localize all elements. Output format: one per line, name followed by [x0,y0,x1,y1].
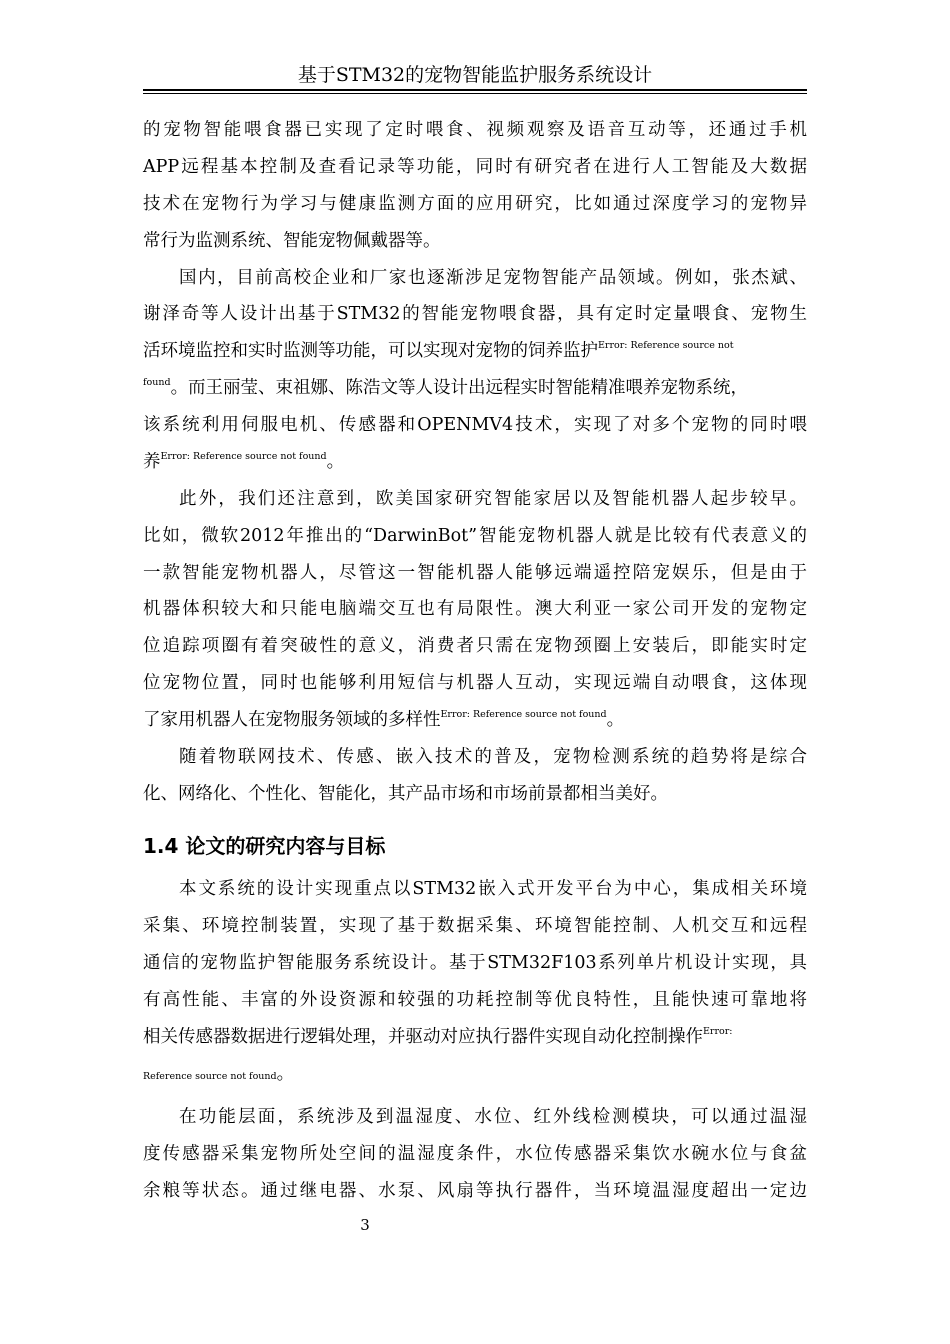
paragraph-line: 本文系统的设计实现重点以STM32嵌入式开发平台为中心，集成相关环境 [179,879,807,899]
paragraph-line: 比如，微软2012年推出的“DarwinBot”智能宠物机器人就是比较有代表意义的 [143,526,807,546]
paragraph-line [143,338,807,364]
section-heading: 1.4 论文的研究内容与目标 [143,834,386,858]
paragraph-line: 的宠物智能喂食器已实现了定时喂食、视频观察及语音互动等，还通过手机 [143,120,807,140]
paragraph-line: 度传感器采集宠物所处空间的温湿度条件，水位传感器采集饮水碗水位与食盆 [143,1144,807,1164]
paragraph-line [143,707,807,733]
paragraph-line: 余粮等状态。通过继电器、水泵、风扇等执行器件，当环境温湿度超出一定边 [143,1181,807,1201]
paragraph-line: 此外，我们还注意到，欧美国家研究智能家居以及智能机器人起步较早。 [179,489,807,509]
paragraph-line: 采集、环境控制装置，实现了基于数据采集、环境智能控制、人机交互和远程 [143,916,807,936]
line-text: 。 [326,452,345,472]
paragraph-line [143,449,807,475]
paragraph-line: 一款智能宠物机器人，尽管这一智能机器人能够远端遥控陪宠娱乐，但是由于 [143,563,807,583]
line-text: 了家用机器人在宠物服务领域的多样性 [143,710,441,730]
header-rule-thick [143,89,807,91]
reference-error: Error: Reference source not found [160,451,327,462]
paragraph-line: 有高性能、丰富的外设资源和较强的功耗控制等优良特性，且能快速可靠地将 [143,990,807,1010]
paragraph-line: 通信的宠物监护智能服务系统设计。基于STM32F103系列单片机设计实现，具 [143,953,807,973]
reference-error: found [143,377,171,388]
reference-error: Error: Reference source not [598,340,734,351]
paragraph-line: 化、网络化、个性化、智能化，其产品市场和市场前景都相当美好。 [143,784,668,804]
page-number: 3 [360,1216,370,1234]
paragraph-line: APP远程基本控制及查看记录等功能，同时有研究者在进行人工智能及大数据 [143,157,807,177]
paragraph-line: 位宠物位置，同时也能够利用短信与机器人互动，实现远端自动喂食，这体现 [143,673,807,693]
paragraph-line [143,1061,807,1090]
paragraph-line: 机器体积较大和只能电脑端交互也有局限性。澳大利亚一家公司开发的宠物定 [143,599,807,619]
line-text: 。而王丽莹、束祖娜、陈浩文等人设计出远程实时智能精准喂养宠物系统， [170,378,749,398]
header-rule-thin [143,93,807,94]
paragraph-line: 在功能层面，系统涉及到温湿度、水位、红外线检测模块，可以通过温湿 [179,1107,807,1127]
paragraph-line [143,1024,807,1050]
paragraph-line: 常行为监测系统、智能宠物佩戴器等。 [143,231,441,251]
reference-error: Error: [703,1026,733,1037]
line-text: 相关传感器数据进行逻辑处理，并驱动对应执行器件实现自动化控制操作 [143,1027,703,1047]
line-text: 。 [606,710,625,730]
line-text: 养 [143,452,161,472]
paragraph-line: 国内，目前高校企业和厂家也逐渐涉足宠物智能产品领域。例如，张杰斌、 [179,268,807,288]
reference-error: Reference source not found [143,1071,277,1082]
paragraph-line: 技术在宠物行为学习与健康监测方面的应用研究，比如通过深度学习的宠物异 [143,194,807,214]
running-header: 基于STM32的宠物智能监护服务系统设计 [297,64,653,86]
paragraph-line [143,375,807,401]
paragraph-line: 该系统利用伺服电机、传感器和OPENMV4技术，实现了对多个宠物的同时喂 [143,415,807,435]
line-text: 。 [276,1064,295,1084]
paragraph-line: 谢泽奇等人设计出基于STM32的智能宠物喂食器，具有定时定量喂食、宠物生 [143,304,807,324]
reference-error: Error: Reference source not found [440,709,607,720]
paragraph-line: 随着物联网技术、传感、嵌入技术的普及，宠物检测系统的趋势将是综合 [179,747,807,767]
paragraph-line: 位追踪项圈有着突破性的意义，消费者只需在宠物颈圈上安装后，即能实时定 [143,636,807,656]
line-text: 活环境监控和实时监测等功能，可以实现对宠物的饲养监护 [143,341,598,361]
